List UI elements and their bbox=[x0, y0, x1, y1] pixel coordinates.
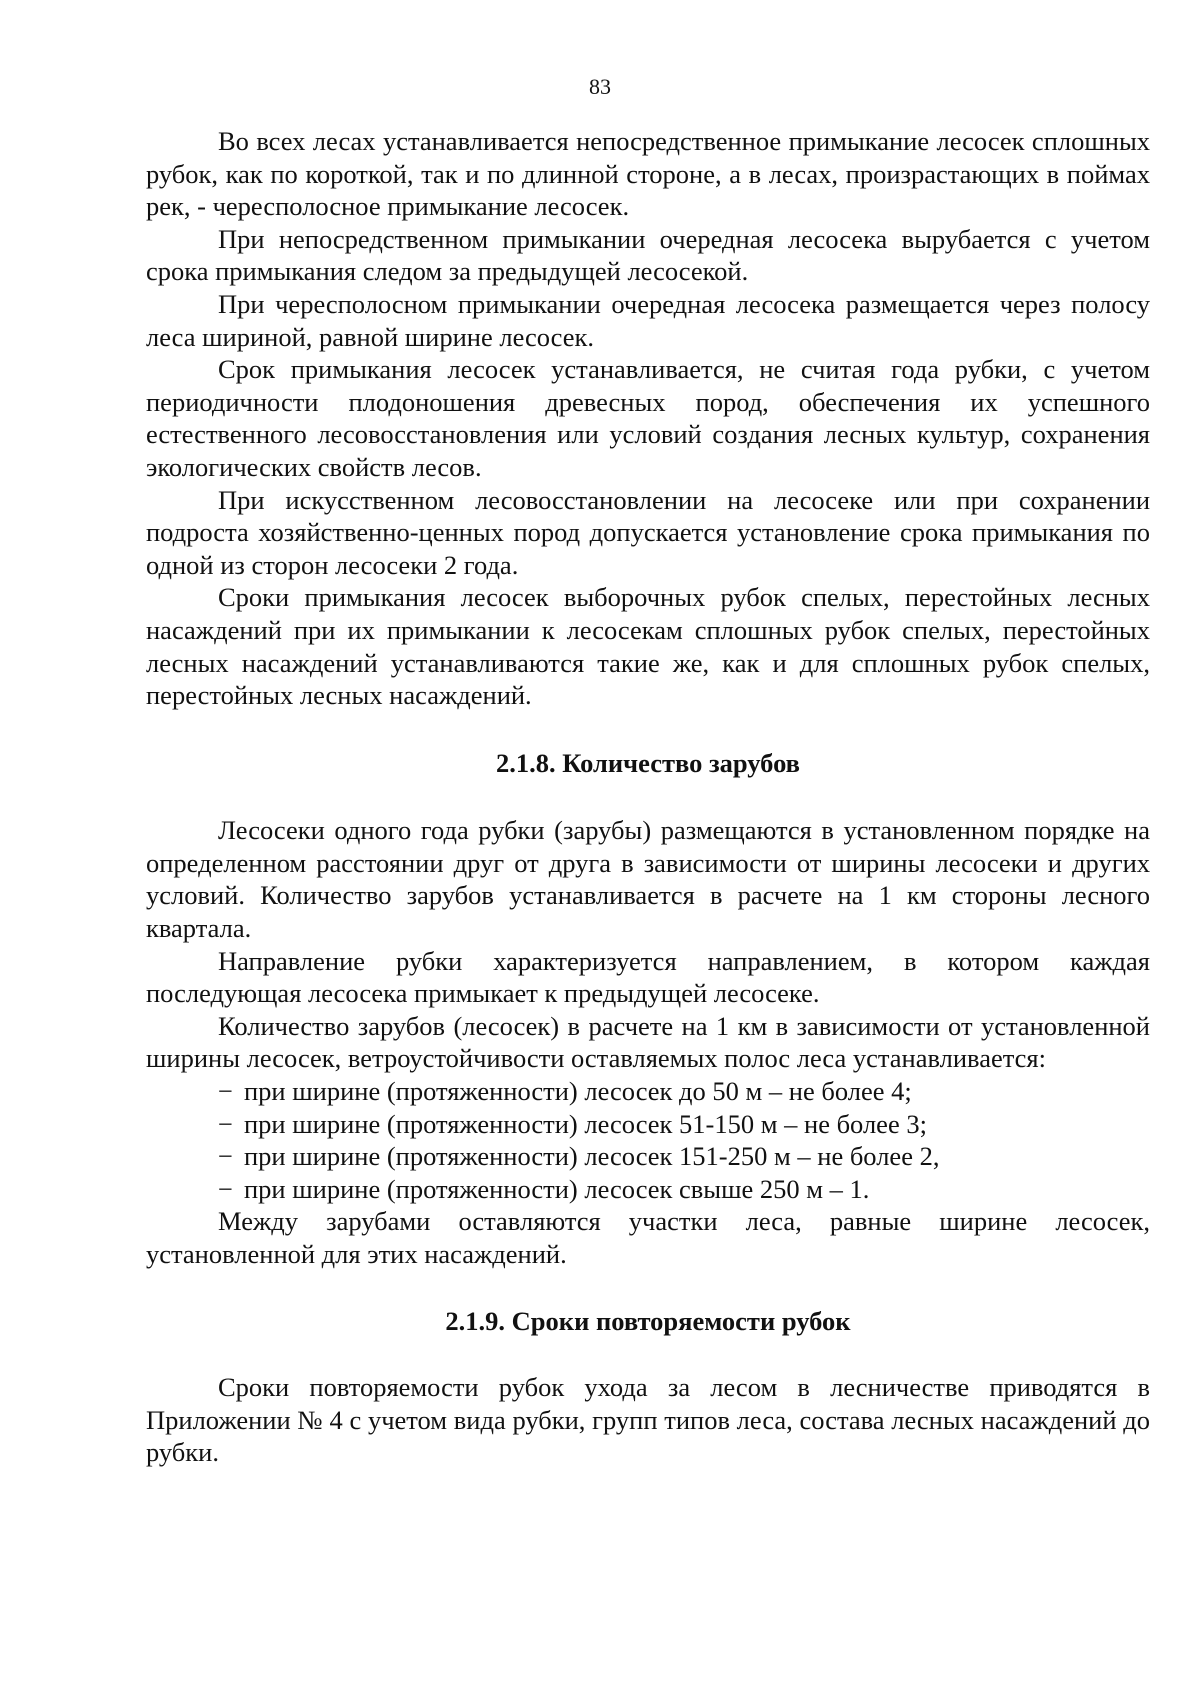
paragraph: Сроки примыкания лесосек выборочных рубок спелых, перестойных лесных насаждений при их примыкании к лесосекам сплошных рубок спелых, перестойных лесных насаждений устанавливаются такие же, как и для сплошных рубок спелых, перестойных лесных насаждений. bbox=[146, 582, 1150, 711]
list-dash: − bbox=[218, 1173, 233, 1204]
list-item bbox=[146, 1140, 1150, 1173]
section-heading-2-1-9: 2.1.9. Сроки повторяемости рубок bbox=[445, 1305, 851, 1336]
list-dash: − bbox=[218, 1141, 233, 1172]
list-item bbox=[146, 1075, 1150, 1108]
list-item-text: при ширине (протяженности) лесосек 51-150 м – не более 3; bbox=[244, 1108, 927, 1139]
list-item bbox=[146, 1108, 1150, 1141]
list-dash: − bbox=[218, 1108, 233, 1139]
paragraph: При непосредственном примыкании очередная лесосека вырубается с учетом срока примыкания следом за предыдущей лесосекой. bbox=[146, 223, 1150, 287]
page-content bbox=[146, 125, 1150, 1469]
paragraph: Лесосеки одного года рубки (зарубы) размещаются в установленном порядке на определенном расстоянии друг от друга в зависимости от ширины лесосеки и других условий. Количество зарубов устанавливается в расчете на 1 км стороны лесного квартала. bbox=[146, 815, 1150, 944]
paragraph: При искусственном лесовосстановлении на лесосеке или при сохранении подроста хозяйственно-ценных пород допускается установление срока примыкания по одной из сторон лесосеки 2 года. bbox=[146, 484, 1150, 580]
list-item-text: при ширине (протяженности) лесосек до 50 м – не более 4; bbox=[244, 1076, 912, 1107]
paragraph: Направление рубки характеризуется направлением, в котором каждая последующая лесосека примыкает к предыдущей лесосеке. bbox=[146, 945, 1150, 1009]
paragraph: Сроки повторяемости рубок ухода за лесом в лесничестве приводятся в Приложении № 4 с учетом вида рубки, групп типов леса, состава лесных насаждений до рубки. bbox=[146, 1372, 1150, 1468]
list-item bbox=[146, 1173, 1150, 1206]
section-heading-2-1-8: 2.1.8. Количество зарубов bbox=[496, 747, 800, 778]
paragraph: Количество зарубов (лесосек) в расчете на 1 км в зависимости от установленной ширины лесосек, ветроустойчивости оставляемых полос леса устанавливается: bbox=[146, 1010, 1150, 1074]
list-item-text: при ширине (протяженности) лесосек 151-250 м – не более 2, bbox=[244, 1141, 940, 1172]
paragraph: Во всех лесах устанавливается непосредственное примыкание лесосек сплошных рубок, как по короткой, так и по длинной стороне, а в лесах, произрастающих в поймах рек, - чересполосное примыкание лесосек. bbox=[146, 126, 1150, 222]
paragraph: Между зарубами оставляются участки леса, равные ширине лесосек, установленной для этих насаждений. bbox=[146, 1206, 1150, 1269]
zarub-count-list bbox=[146, 1075, 1150, 1205]
page-number: 83 bbox=[589, 74, 611, 99]
paragraph: При чересполосном примыкании очередная лесосека размещается через полосу леса шириной, равной ширине лесосек. bbox=[146, 288, 1150, 352]
paragraph: Срок примыкания лесосек устанавливается, не считая года рубки, с учетом периодичности плодоношения древесных пород, обеспечения их успешного естественного лесовосстановления или условий создания лесных культур, сохранения экологических свойств лесов. bbox=[146, 354, 1150, 482]
list-item-text: при ширине (протяженности) лесосек свыше 250 м – 1. bbox=[244, 1173, 870, 1204]
list-dash: − bbox=[218, 1076, 233, 1107]
